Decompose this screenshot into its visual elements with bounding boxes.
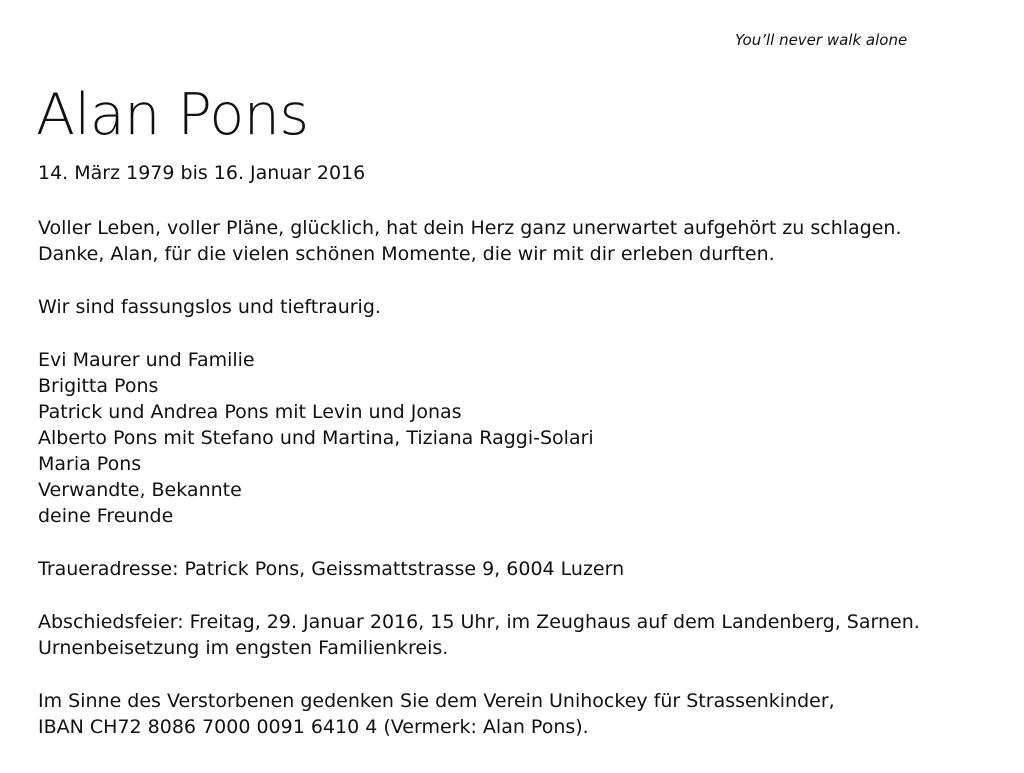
obituary-body xyxy=(38,160,1018,740)
message-line: Voller Leben, voller Pläne, glücklich, hat dein Herz ganz unerwartet aufgehört zu schlagen. xyxy=(38,217,902,239)
life-dates: 14. März 1979 bis 16. Januar 2016 xyxy=(38,162,366,184)
spacer xyxy=(38,267,1018,294)
mourner-line: Verwandte, Bekannte xyxy=(38,479,242,501)
mourner-line: Evi Maurer und Familie xyxy=(38,349,255,371)
deceased-name: Alan Pons xyxy=(36,82,309,148)
donation-line: Im Sinne des Verstorbenen gedenken Sie dem Verein Unihockey für Strassenkinder, xyxy=(38,690,835,712)
mourner-line: deine Freunde xyxy=(38,505,174,527)
spacer xyxy=(38,582,1018,609)
sentiment-line: Wir sind fassungslos und tieftraurig. xyxy=(38,296,381,318)
donation-line: IBAN CH72 8086 7000 0091 6410 4 (Vermerk: Alan Pons). xyxy=(38,716,589,738)
spacer xyxy=(38,529,1018,556)
ceremony-line: Urnenbeisetzung im engsten Familienkreis. xyxy=(38,637,449,659)
spacer xyxy=(38,661,1018,688)
spacer xyxy=(38,320,1018,347)
message-line: Danke, Alan, für die vielen schönen Momente, die wir mit dir erleben durften. xyxy=(38,243,775,265)
motto: You’ll never walk alone xyxy=(735,31,908,49)
mourner-line: Patrick und Andrea Pons mit Levin und Jonas xyxy=(38,401,462,423)
mourning-address: Traueradresse: Patrick Pons, Geissmattstrasse 9, 6004 Luzern xyxy=(38,558,625,580)
mourner-line: Alberto Pons mit Stefano und Martina, Tiziana Raggi-Solari xyxy=(38,427,594,449)
mourner-line: Brigitta Pons xyxy=(38,375,159,397)
mourner-line: Maria Pons xyxy=(38,453,142,475)
ceremony-line: Abschiedsfeier: Freitag, 29. Januar 2016, 15 Uhr, im Zeughaus auf dem Landenberg, Sarnen. xyxy=(38,611,920,633)
